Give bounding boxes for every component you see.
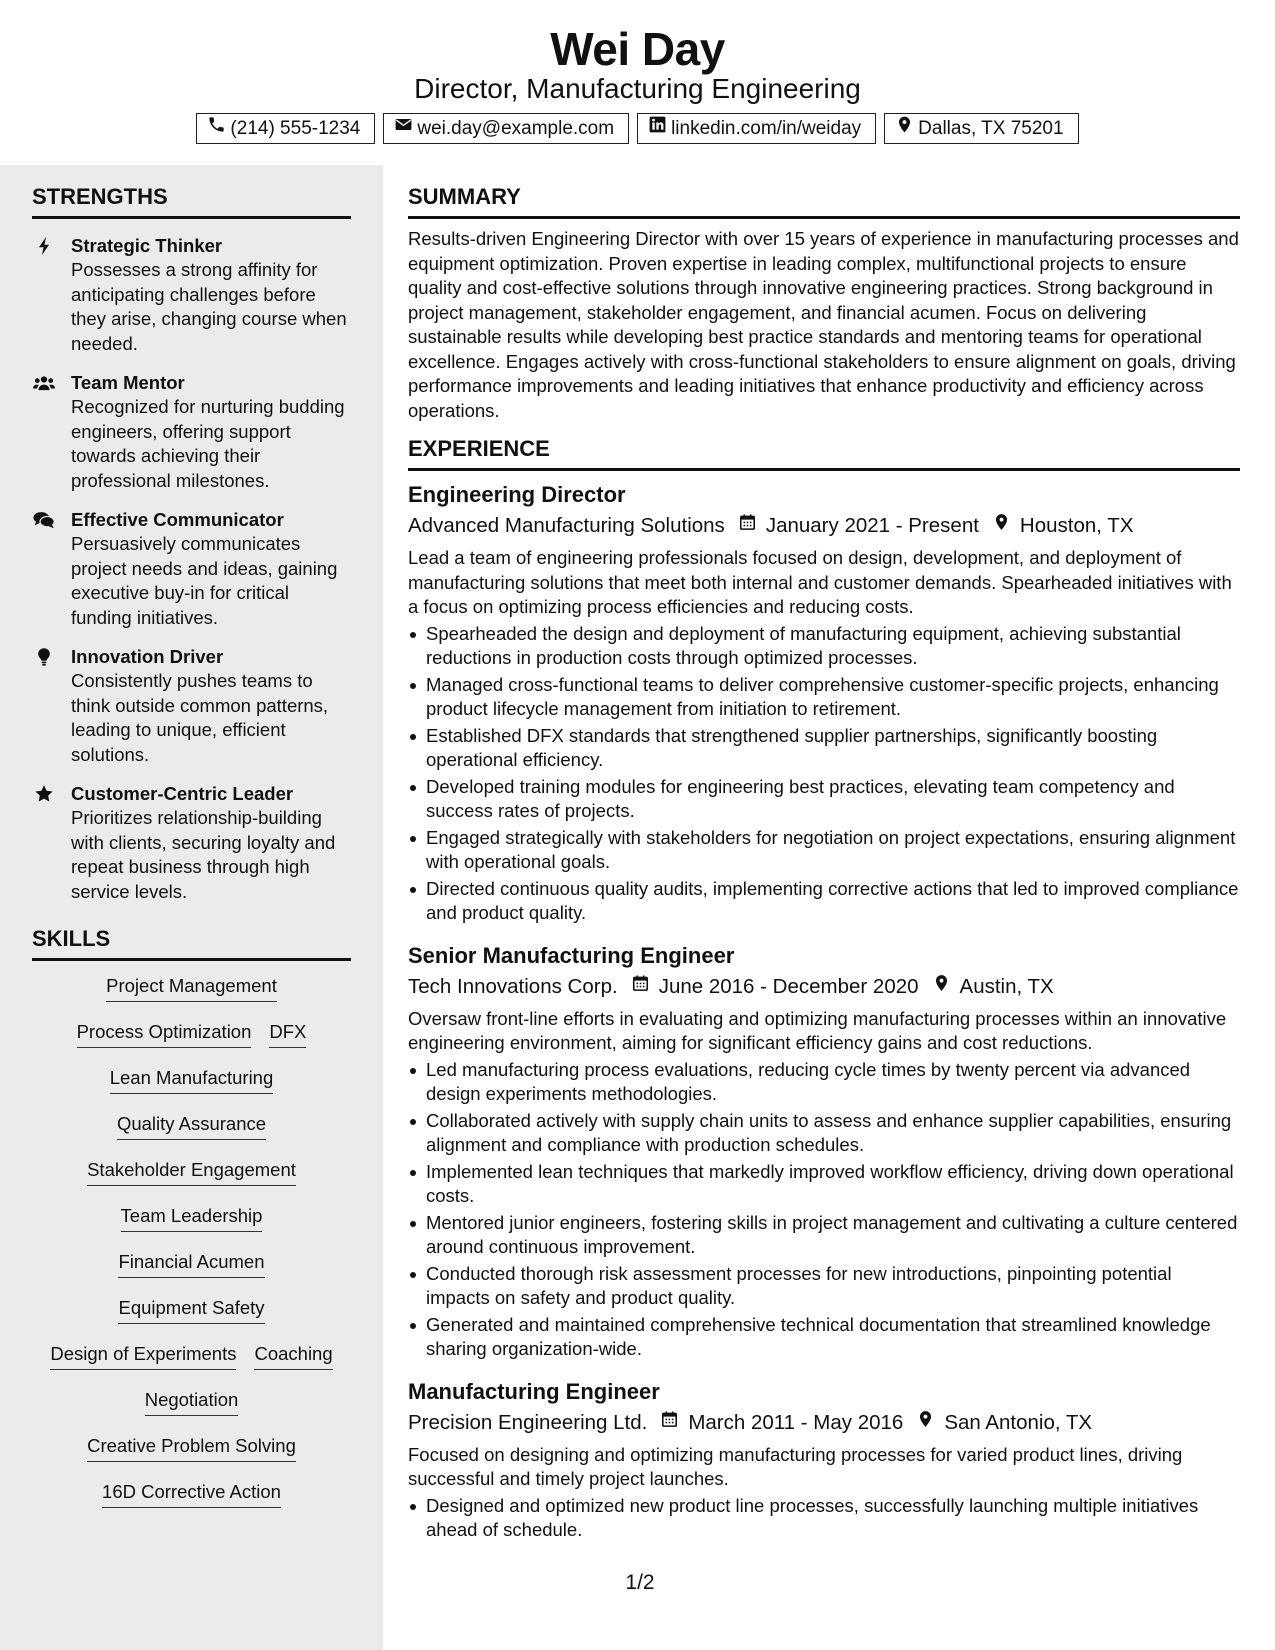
strength-item [32, 370, 351, 493]
skill-tag: Equipment Safety [118, 1295, 264, 1324]
contact-phone[interactable] [196, 113, 375, 144]
bullet-item: Designed and optimized new product line processes, successfully launching multiple initiatives ahead of schedule. [408, 1494, 1240, 1543]
strengths-heading: STRENGTHS [32, 183, 351, 219]
summary-text: Results-driven Engineering Director with over 15 years of experience in manufacturing processes and equipment optimization. Proven expertise in leading complex, multifunctional projects to ensure quality and cost-effective solutions through innovative engineering practices. Strong background in project management, stakeholder engagement, and financial acumen. Focus on delivering sustainable results while developing best practice standards and mentoring teams for operational excellence. Engages actively with cross-functional stakeholders to ensure alignment on goals, driving performance improvements and leading initiatives that enhance productivity and efficiency across operations. [408, 228, 1239, 421]
strength-item [32, 644, 351, 767]
skills-section [32, 925, 351, 1525]
job-meta [408, 1408, 1240, 1438]
skill-tag: Negotiation [145, 1387, 239, 1416]
strength-desc: Recognized for nurturing budding engineers, offering support towards achieving their professional milestones. [71, 396, 345, 491]
skill-tag: Lean Manufacturing [110, 1065, 274, 1094]
strength-desc: Prioritizes relationship-building with clients, securing loyalty and repeat business through high service levels. [71, 807, 336, 902]
job-location: Austin, TX [959, 974, 1054, 998]
bullet-item: Directed continuous quality audits, implementing corrective actions that led to improved compliance and product quality. [408, 877, 1240, 926]
map-pin-icon [919, 972, 960, 1002]
bullet-item: Led manufacturing process evaluations, reducing cycle times by twenty percent via advanced design experiments methodologies. [408, 1058, 1240, 1107]
contact-bar [0, 113, 1275, 144]
job-dates: January 2021 - Present [765, 514, 979, 537]
map-pin-icon [903, 1408, 944, 1438]
skill-tag: Coaching [254, 1341, 332, 1370]
envelope-icon [394, 114, 413, 143]
strength-desc: Possesses a strong affinity for anticipating challenges before they arise, changing course when needed. [71, 259, 347, 354]
skill-tag: Financial Acumen [118, 1249, 264, 1278]
candidate-name: Wei Day [550, 23, 725, 75]
bullet-item: Developed training modules for engineering best practices, elevating team competency and success rates of projects. [408, 775, 1240, 824]
candidate-title: Director, Manufacturing Engineering [414, 73, 861, 104]
job-bullets [408, 1494, 1240, 1543]
job-bullets [408, 622, 1240, 926]
job-description: Oversaw front-line efforts in evaluating and optimizing manufacturing processes within an innovative engineering environment, aiming for significant efficiency gains and cost reductions. [408, 1007, 1227, 1053]
lightbulb-icon [32, 646, 56, 668]
strength-title: Effective Communicator [71, 509, 284, 530]
skills-list [32, 973, 351, 1525]
strength-item [32, 507, 351, 630]
contact-email-text: wei.day@example.com [417, 118, 615, 139]
job-description: Focused on designing and optimizing manufacturing processes for varied product lines, driving successful and timely project launches. [408, 1443, 1183, 1489]
job-company: Tech Innovations Corp. [408, 974, 618, 998]
bullet-item: Generated and maintained comprehensive technical documentation that streamlined knowledge sharing organization-wide. [408, 1313, 1240, 1362]
skill-tag: Stakeholder Engagement [87, 1157, 296, 1186]
job-meta [408, 972, 1240, 1002]
linkedin-icon [648, 114, 667, 143]
job-description: Lead a team of engineering professionals focused on design, development, and deployment of manufacturing solutions that meet both internal and customer demands. Spearheaded initiatives with a focus on optimizing process efficiencies and reducing costs. [408, 547, 1232, 617]
summary-heading: SUMMARY [408, 183, 1240, 219]
bullet-item: Conducted thorough risk assessment processes for new introductions, pinpointing potential impacts on safety and product quality. [408, 1262, 1240, 1311]
map-pin-icon [979, 511, 1020, 541]
contact-email[interactable] [383, 113, 629, 144]
bullet-item: Spearheaded the design and deployment of manufacturing equipment, achieving substantial reductions in production costs through optimized processes. [408, 622, 1240, 671]
phone-icon [207, 114, 226, 143]
job-title: Manufacturing Engineer [408, 1378, 660, 1404]
strength-item [32, 233, 351, 356]
strength-title: Innovation Driver [71, 646, 224, 667]
skill-tag: Creative Problem Solving [87, 1433, 296, 1462]
bullet-item: Established DFX standards that strengthened supplier partnerships, significantly boosting operational efficiency. [408, 724, 1240, 773]
bullet-item: Implemented lean techniques that markedly improved workflow efficiency, driving down operational costs. [408, 1160, 1240, 1209]
job-title: Engineering Director [408, 482, 626, 507]
strength-desc: Persuasively communicates project needs and ideas, gaining executive buy-in for critical funding initiatives. [71, 533, 338, 628]
calendar-icon [725, 511, 766, 541]
bullet-item: Mentored junior engineers, fostering skills in project management and cultivating a culture centered around continuous improvement. [408, 1211, 1240, 1260]
job-bullets [408, 1058, 1240, 1362]
sidebar [0, 165, 383, 1650]
comments-icon [32, 509, 56, 531]
job-dates: March 2011 - May 2016 [688, 1410, 904, 1434]
job-dates: June 2016 - December 2020 [658, 974, 919, 998]
strength-title: Strategic Thinker [71, 235, 223, 256]
skill-tag: 16D Corrective Action [102, 1479, 281, 1508]
strength-desc: Consistently pushes teams to think outside common patterns, leading to unique, efficient solutions. [71, 670, 329, 765]
bullet-item: Collaborated actively with supply chain units to assess and enhance supplier capabilities, ensuring alignment and compliance with production schedules. [408, 1109, 1240, 1158]
job-meta [408, 511, 1240, 541]
contact-location [884, 113, 1078, 144]
strength-item [32, 781, 351, 904]
page-number: 1/2 [625, 1571, 655, 1594]
contact-linkedin[interactable] [637, 113, 876, 144]
experience-section [408, 435, 1240, 1545]
calendar-icon [618, 972, 659, 1002]
skill-tag: Design of Experiments [50, 1341, 236, 1370]
contact-location-text: Dallas, TX 75201 [918, 118, 1064, 139]
contact-phone-text: (214) 555-1234 [230, 118, 361, 139]
job-title: Senior Manufacturing Engineer [408, 942, 735, 968]
strengths-section [32, 183, 351, 904]
skills-heading: SKILLS [32, 925, 351, 961]
summary-section [408, 183, 1240, 423]
contact-linkedin-text: linkedin.com/in/weiday [671, 118, 862, 139]
job-location: San Antonio, TX [944, 1410, 1093, 1434]
skill-tag: Team Leadership [121, 1203, 263, 1232]
job-company: Precision Engineering Ltd. [408, 1410, 648, 1434]
job-entry [408, 940, 1240, 1362]
skill-tag: DFX [269, 1019, 306, 1048]
bullet-item: Engaged strategically with stakeholders for negotiation on project expectations, ensuring alignment with operational goals. [408, 826, 1240, 875]
job-company: Advanced Manufacturing Solutions [408, 514, 725, 537]
strength-title: Team Mentor [71, 372, 185, 393]
skill-tag: Process Optimization [77, 1019, 252, 1048]
users-icon [32, 372, 56, 394]
experience-heading: EXPERIENCE [408, 435, 1240, 471]
lightning-bolt-icon [32, 235, 56, 257]
job-location: Houston, TX [1019, 514, 1134, 537]
bullet-item: Managed cross-functional teams to deliver comprehensive customer-specific projects, enhancing product lifecycle management from initiation to retirement. [408, 673, 1240, 722]
star-icon [32, 783, 56, 805]
job-entry [408, 1376, 1240, 1543]
job-entry [408, 479, 1240, 926]
calendar-icon [647, 1408, 688, 1438]
resume-header [0, 0, 1275, 165]
strength-title: Customer-Centric Leader [71, 783, 294, 804]
skill-tag: Project Management [106, 973, 277, 1002]
skill-tag: Quality Assurance [117, 1111, 266, 1140]
map-pin-icon [895, 114, 914, 143]
